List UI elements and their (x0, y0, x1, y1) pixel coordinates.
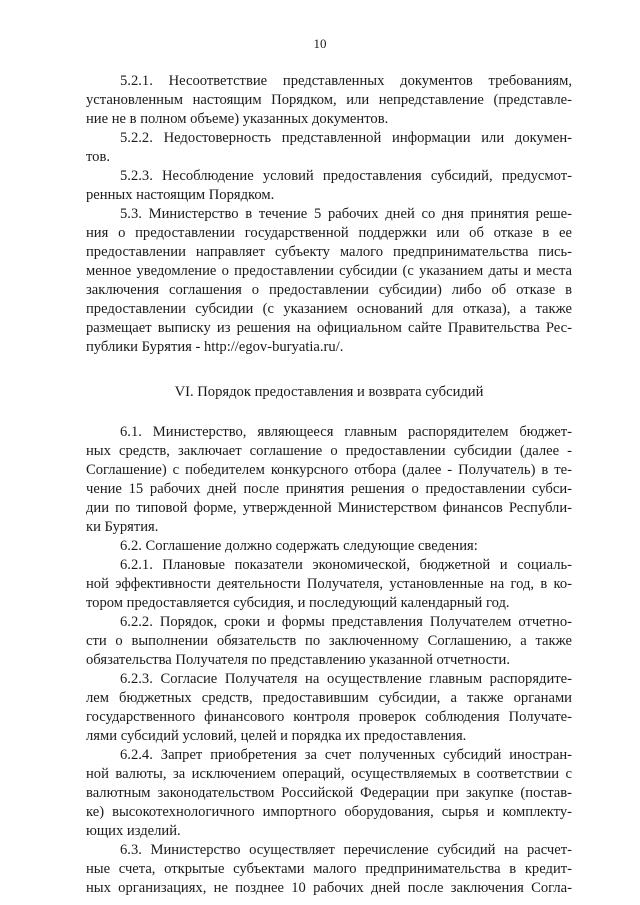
text-line: лем бюджетных средств, предоставившим субсидии, а также органами (86, 690, 572, 706)
paragraph-6-1 (86, 423, 572, 537)
text-line: валютным законодательством Российской Федерации при закупке (постав- (86, 785, 572, 801)
text-line: 6.2. Соглашение должно содержать следующие сведения: (120, 538, 478, 554)
text-line: 5.3. Министерство в течение 5 рабочих дней со дня принятия реше- (120, 206, 572, 222)
section-6-paragraphs (86, 423, 572, 898)
text-line: 6.3. Министерство осуществляет перечисление субсидий на расчет- (120, 842, 572, 858)
text-line: ния о предоставлении государственной поддержки или об отказе в ее (86, 225, 572, 241)
text-line: 6.2.1. Плановые показатели экономической, бюджетной и социаль- (120, 557, 572, 573)
text-line: 6.2.4. Запрет приобретения за счет полученных субсидий иностран- (120, 747, 572, 763)
text-line: ные счета, открытые субъектами малого предпринимательства в кредит- (86, 861, 572, 877)
text-line: ки Бурятия. (86, 519, 159, 535)
text-line: дии по типовой форме, утвержденной Министерством финансов Республи- (86, 500, 572, 516)
text-line: ющих изделий. (86, 823, 181, 839)
text-line: ние не в полном объеме) указанных документов. (86, 111, 389, 127)
text-line: 6.1. Министерство, являющееся главным распорядителем бюджет- (120, 424, 572, 440)
text-line: ных средств, заключает соглашение о предоставлении субсидии (далее - (86, 443, 572, 459)
paragraph-6-3 (86, 841, 572, 898)
text-line: Соглашение) с победителем конкурсного отбора (далее - Получатель) в те- (86, 462, 572, 478)
paragraph-5-2-2 (86, 129, 572, 167)
text-line: предоставлении субсидии (с указанием оснований для отказа), а также (86, 301, 572, 317)
paragraph-6-2-1 (86, 556, 572, 613)
paragraph-6-2-4 (86, 746, 572, 841)
text-line: государственного финансового контроля проверок соблюдения Получате- (86, 709, 572, 725)
text-line: 5.2.3. Несоблюдение условий предоставления субсидий, предусмот- (120, 168, 572, 184)
text-line: менное уведомление о предоставлении субсидии (с указанием даты и места (86, 263, 572, 279)
text-line: чение 15 рабочих дней после принятия решения о предоставлении субси- (86, 481, 572, 497)
text-line: тором предоставляется субсидия, и последующий календарный год. (86, 595, 510, 611)
text-line: сти о выполнении обязательств по заключенному Соглашению, а также (86, 633, 572, 649)
text-line: ных организациях, не позднее 10 рабочих дней после заключения Согла- (86, 880, 572, 896)
paragraph-5-3 (86, 205, 572, 357)
section-5-paragraphs (86, 72, 572, 357)
text-line: заключения соглашения о предоставлении субсидии) либо об отказе в (86, 282, 572, 298)
text-line: обязательства Получателя по представлению указанной отчетности. (86, 652, 511, 668)
text-line: предоставлении направляет субъекту малого предпринимательства пись- (86, 244, 572, 260)
text-line: 6.2.2. Порядок, сроки и формы представления Получателем отчетно- (120, 614, 572, 630)
paragraph-6-2-2 (86, 613, 572, 670)
text-line: ной валюты, за исключением операций, осуществляемых в соответствии с (86, 766, 572, 782)
text-line: ной эффективности деятельности Получателя, установленные на год, в ко- (86, 576, 572, 592)
text-line: лями субсидий условий, целей и порядка их предоставления. (86, 728, 467, 744)
text-line: ке) высокотехнологичного импортного оборудования, сырья и комплекту- (86, 804, 572, 820)
paragraph-5-2-1 (86, 72, 572, 129)
paragraph-6-2 (86, 537, 572, 556)
text-line: 5.2.2. Недостоверность представленной информации или докумен- (120, 130, 572, 146)
section-6-heading: VI. Порядок предоставления и возврата субсидий (174, 384, 484, 400)
paragraph-5-2-3 (86, 167, 572, 205)
text-line: размещает выписку из решения на официальном сайте Правительства Рес- (86, 320, 572, 336)
text-line: ренных настоящим Порядком. (86, 187, 275, 203)
text-line: 6.2.3. Согласие Получателя на осуществление главным распорядите- (120, 671, 572, 687)
page-number: 10 (313, 36, 327, 51)
text-line: публики Бурятия - http://egov-buryatia.ru/. (86, 339, 344, 355)
text-line: 5.2.1. Несоответствие представленных документов требованиям, (120, 73, 572, 89)
document-body (86, 72, 572, 898)
text-line: тов. (86, 149, 111, 165)
text-line: установленным настоящим Порядком, или непредставление (представле- (86, 92, 572, 108)
paragraph-6-2-3 (86, 670, 572, 746)
